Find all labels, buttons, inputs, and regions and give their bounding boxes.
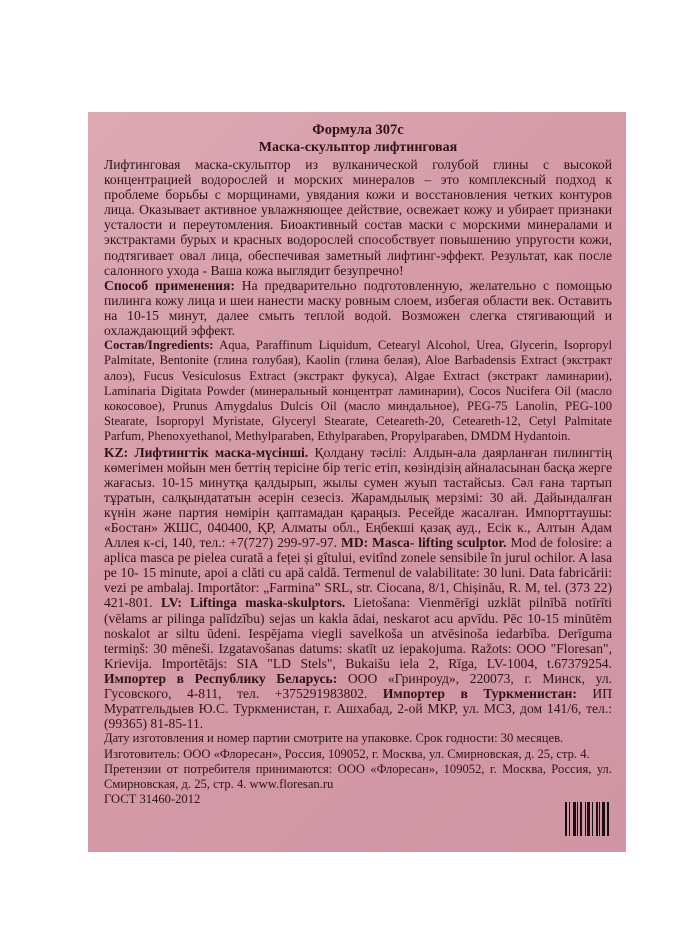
product-description: Лифтинговая маска-скульптор из вулканической голубой глины с высокой концентрацией водорослей и морских минералов – это комплексный подход к проблеме борьбы с морщинами, увядания кожи и восстановления четких контуров лица. Оказывает активное увлажняющее действие, освежает кожу и убирает признаки усталости и переутомления. Биоактивный состав маски с морскими минералами и экстрактами бурых и красных водорослей способствует повышению упругости кожи, подтягивает овал лица, обеспечивая заметный лифтинг-эффект. Результат, как после салонного ухода - Ваша кожа выглядит безупречно! <box>104 157 612 278</box>
product-formula-title: Формула 307с <box>312 122 404 138</box>
claims-info: Претензии от потребителя принимаются: ООО «Флоресан», 109052, г. Москва, Россия, ул. Смирновская, д. 25, стр. 4. www.floresan.ru <box>104 761 612 791</box>
ingredients-text: Aqua, Paraffinum Liquidum, Cetearyl Alcohol, Urea, Glycerin, Isopropyl Palmitate, Bentonite (глина голубая), Kaolin (глина белая), Aloe Barbadensis Extract (экстракт алоэ), Fucus Vesiculosus Extract (экстракт фукуса), Algae Extract (экстракт ламинарии), Laminaria Digitata Powder (минеральный концентрат ламинарии), Cocos Nucifera Oil (масло кокосовое), Prunus Amygdalus Dulcis Oil (масло миндальное), PEG-75 Lanolin, PEG-100 Stearate, Isopropyl Myristate, Glyceryl Stearate, Ceteareth-20, Ceteareth-12, Cetyl Palmitate Parfum, Phenoxyethanol, Methylparaben, Ethylparaben, Propylparaben, DMDM Hydantoin. <box>104 338 612 444</box>
kz-text: Қолдану тәсілі: Алдын-ала даярланған пилингтің көмегімен мойын мен беттің терісіне бір тегіс етіп, көзіндізің айналасынан басқа жерге жағасыз. 10-15 минутқа қалдырып, жылы сумен жуып тастайсыз. Сәл ғана тартып тұратын, салқындататын әсерін сезесіз. Жарамдылық мерзімі: 30 ай. Дайындалған күнін және партия нөмірін қаптамадан қараңыз. Ресейде жасалған. Импорттаушы: «Бостан» ЖШС, 040400, ҚР, Алматы обл., Еңбекші қазақ ауд., Есік к., Алтын Адам Аллея к-сі, 140, тел.: +7(727) 299-97-97. <box>104 444 612 551</box>
product-label <box>88 112 626 852</box>
ingredients-heading: Состав/Ingredients: <box>104 338 214 353</box>
production-info: Дату изготовления и номер партии смотрите на упаковке. Срок годности: 30 месяцев. <box>104 731 564 746</box>
lv-heading: LV: Liftinga maska-skulptors. <box>160 595 346 611</box>
ingredients-section <box>104 338 612 444</box>
tm-heading: Импортер в Туркменистан: <box>382 686 577 702</box>
kz-section <box>104 445 612 732</box>
usage-section <box>104 278 612 338</box>
gost-standard: ГОСТ 31460-2012 <box>104 792 201 807</box>
by-text: ООО «Гринроуд», 220073, г. Минск, ул. Гусовского, 4-811, тел. +375291983802. <box>104 670 613 702</box>
md-text: Mod de folosire: a aplica masca pe pielea curată a feței și gîtului, evitînd zonele sensibile în jurul ochilor. A lasa pe 10- 15 minute, apoi a clăti cu apă caldă. Termenul de valabilitate: 30 luni. Data fabricării: vezi pe ambalaj. Importător: „Farmina” SRL, str. Ciocana, 8/1, Chișinău, R. M, tel. (373 22) 421-801. <box>104 535 612 611</box>
tm-text: ИП Муратгельдыев Ю.С. Туркменистан, г. Ашхабад, 2-ой МКР, ул. МСЗ, дом 141/6, тел.: (99365) 81-85-11. <box>104 686 613 732</box>
kz-heading: KZ: Лифтингтік маска-мүсінші. <box>104 444 309 460</box>
product-name: Маска-скульптор лифтинговая <box>258 140 458 155</box>
manufacturer-info: Изготовитель: ООО «Флоресан», Россия, 109052, г. Москва, ул. Смирновская, д. 25, стр. 4. <box>104 746 590 761</box>
usage-heading: Способ применения: <box>104 277 235 293</box>
by-heading: Импортер в Республику Беларусь: <box>104 670 338 686</box>
lv-text: Lietošana: Vienmērīgi uzklāt pilnībā notīrīti (vēlams ar pilinga palīdzību) sejas un kakla ādai, neskarot acu apvīdu. Pēc 10-15 minūtēm noskalot ar siltu ūdeni. Iespējama viegli savelkoša un atvēsinoša iedarbība. Derīguma termiņš: 30 mēneši. Izgatavošanas datums: skatīt uz iepakojuma. Ražots: OOO "Floresan", Krievija. Importētājs: SIA "LD Stels", Bukaišu iela 2, Rīga, LV-1004, t.67379254. <box>104 595 612 671</box>
barcode-icon <box>565 802 625 836</box>
usage-text: На предварительно подготовленную, желательно с помощью пилинга кожу лица и шеи нанести маску ровным слоем, избегая области век. Оставить на 10-15 минут, далее смыть теплой водой. Возможен слегка стягивающий и охлаждающий эффект. <box>104 277 613 339</box>
md-heading: MD: Masca- lifting sculptor. <box>341 535 507 551</box>
